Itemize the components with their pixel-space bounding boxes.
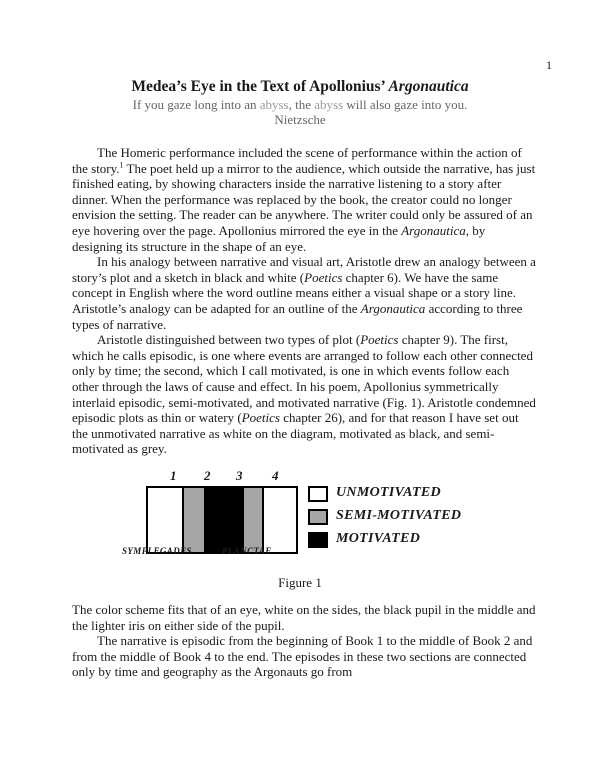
epigraph-quote: [0, 97, 600, 112]
footnote-marker[interactable]: 1: [119, 160, 124, 170]
section-number-4: 4: [272, 468, 279, 483]
legend-swatch: [308, 509, 328, 525]
paragraph: The Homeric performance included the scene of performance within the action of the story.$^1$ The poet held up a mirror to the audience, which outside the narrative, has just finished eating, by showing characters inside the narrative listening to a story after dinner. When the performance was replaced by the book, the creator could no longer envision the setting. The reader can be anywhere. The writer could only be assured of an eye hovering over the page. Apollonius mirrored the eye in the Argonautica, by designing its structure in the shape of an eye.: [72, 145, 536, 254]
epigraph-text: If you gaze long into an: [132, 97, 260, 112]
eye-bar: [146, 486, 298, 554]
title-italic: Argonautica: [388, 78, 469, 95]
figure-diagram: [122, 468, 482, 568]
section-number-3: 3: [236, 468, 243, 483]
body-text-upper: [72, 145, 536, 457]
figure-caption: Figure 1: [278, 575, 322, 590]
epigraph-emphasis: abyss: [259, 97, 289, 112]
page-title: [0, 78, 600, 96]
paragraph: Aristotle distinguished between two types of plot (Poetics chapter 9). The first, which he calls episodic, is one where events are arranged to follow each other connected only by time; the second, which I call motivated, is one in which events follow each other through the laws of cause and effect. In his poem, Apollonius symmetrically interlaid episodic, semi-motivated, and motivated narrative (Fig. 1). Aristotle condemned episodic plots as thin or watery (Poetics chapter 26), and for that reason I have set out the unmotivated narrative as white on the diagram, motivated as black, and semi-motivated as grey.: [72, 332, 536, 457]
paragraph: The color scheme fits that of an eye, white on the sides, the black pupil in the middle and the lighter iris on either side of the pupil.: [72, 602, 536, 633]
epigraph-emphasis: abyss: [314, 97, 344, 112]
segment-semi-motivated: [244, 488, 262, 552]
section-number-2: 2: [204, 468, 211, 483]
legend-label: SEMI-MOTIVATED: [336, 508, 462, 523]
legend-swatch: [308, 486, 328, 502]
label-planctae: PLANCTAE: [222, 546, 272, 556]
title-main: Medea’s Eye in the Text of Apollonius’: [131, 78, 389, 95]
segment-unmotivated: [148, 488, 182, 552]
paragraph: The narrative is episodic from the beginning of Book 1 to the middle of Book 2 and from the middle of Book 4 to the end. The episodes in these two sections are connected only by time and geography as the Argonauts go from: [72, 633, 533, 680]
segment-motivated: [204, 488, 244, 552]
segment-semi-motivated: [184, 488, 204, 552]
paragraph: In his analogy between narrative and visual art, Aristotle drew an analogy between a story’s plot and a sketch in black and white (Poetics chapter 6). We have the same concept in English where the word outline means either a visual shape or a story line. Aristotle’s analogy can be adapted for an outline of the Argonautica according to three types of narrative.: [72, 254, 536, 332]
epigraph-text: will also gaze into you.: [343, 97, 468, 112]
page-number: 1: [546, 58, 552, 72]
legend-label: UNMOTIVATED: [336, 485, 441, 500]
label-symplegades: SYMPLEGADES: [122, 546, 192, 556]
body-text-lower: [72, 602, 536, 680]
section-number-1: 1: [170, 468, 177, 483]
epigraph-text: , the: [288, 97, 315, 112]
epigraph-attribution: Nietzsche: [274, 112, 326, 127]
legend-label: MOTIVATED: [336, 531, 421, 546]
epigraph: [0, 97, 600, 127]
legend-swatch: [308, 532, 328, 548]
segment-unmotivated: [264, 488, 296, 552]
